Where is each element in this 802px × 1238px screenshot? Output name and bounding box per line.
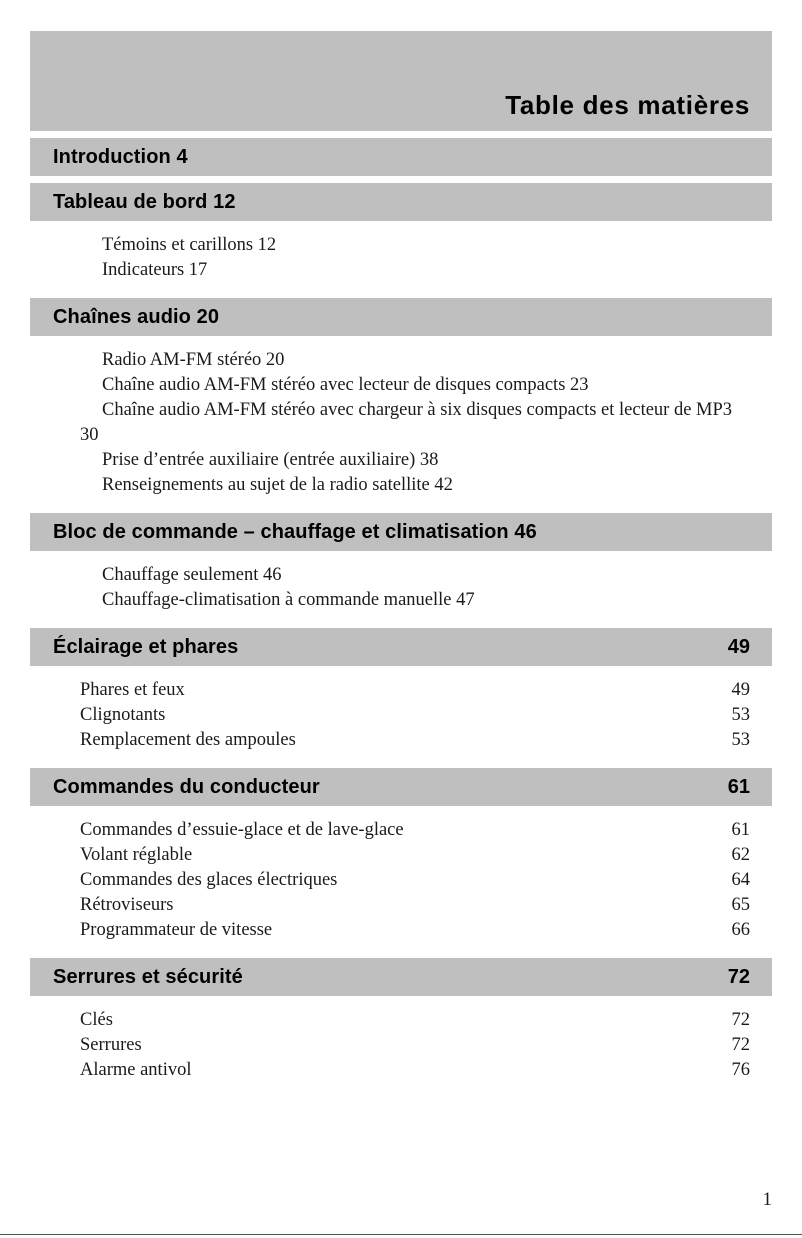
section-entry-list	[30, 551, 772, 621]
toc-entry[interactable]	[30, 868, 772, 893]
toc-entry-label: Renseignements au sujet de la radio satellite 42	[102, 475, 453, 495]
section-heading[interactable]	[30, 513, 772, 551]
toc-entry[interactable]	[30, 1008, 772, 1033]
toc-entry-label: Volant réglable	[80, 845, 193, 865]
toc-entry[interactable]	[30, 678, 772, 703]
section-heading-label: Bloc de commande – chauffage et climatisation 46	[53, 521, 537, 543]
toc-entry-label: Chaîne audio AM-FM stéréo avec chargeur à six disques compacts et lecteur de MP3 30	[80, 400, 733, 445]
footer-page-number: 1	[762, 1189, 772, 1210]
section-heading[interactable]	[30, 958, 772, 996]
toc-entry[interactable]	[30, 373, 772, 398]
toc-entry[interactable]	[30, 843, 772, 868]
section-entry-list	[30, 806, 772, 951]
toc-entry-label: Prise d’entrée auxiliaire (entrée auxiliaire) 38	[102, 450, 439, 470]
toc-entry[interactable]	[30, 563, 772, 588]
toc-entry-label: Alarme antivol	[80, 1060, 192, 1080]
section-entry-list	[30, 336, 772, 506]
toc-entry-label: Chauffage seulement 46	[102, 565, 282, 585]
toc-entry-label: Rétroviseurs	[80, 895, 174, 915]
toc-entry[interactable]	[30, 258, 772, 283]
toc-entry-label: Programmateur de vitesse	[80, 920, 273, 940]
toc-entry-page-number: 61	[731, 820, 750, 840]
toc-entry-label: Remplacement des ampoules	[80, 730, 296, 750]
toc-entry-page-number: 49	[731, 680, 750, 700]
toc-entry-label: Clés	[80, 1010, 113, 1030]
section-heading-label: Serrures et sécurité	[53, 966, 243, 988]
toc-sections	[30, 138, 772, 1091]
section-heading-label: Commandes du conducteur	[53, 776, 320, 798]
section-heading[interactable]	[30, 768, 772, 806]
toc-entry-page-number: 72	[731, 1035, 750, 1055]
section-entry-list	[30, 666, 772, 761]
section-heading-label: Tableau de bord 12	[53, 191, 236, 213]
toc-entry-label: Chauffage-climatisation à commande manuelle 47	[102, 590, 475, 610]
section-heading-label: Chaînes audio 20	[53, 306, 220, 328]
toc-entry-label: Commandes des glaces électriques	[80, 870, 338, 890]
section-heading[interactable]	[30, 183, 772, 221]
toc-entry-label: Serrures	[80, 1035, 142, 1055]
section-entry-list	[30, 221, 772, 291]
section-heading-page-number: 61	[727, 776, 750, 798]
toc-entry-page-number: 76	[731, 1060, 750, 1080]
toc-entry-page-number: 62	[731, 845, 750, 865]
toc-entry-label: Radio AM-FM stéréo 20	[102, 350, 285, 370]
toc-entry-label: Indicateurs 17	[102, 260, 208, 280]
toc-entry-label: Chaîne audio AM-FM stéréo avec lecteur de disques compacts 23	[102, 375, 589, 395]
section-entry-list	[30, 996, 772, 1091]
section-heading[interactable]	[30, 298, 772, 336]
footer-rule	[0, 1234, 802, 1235]
section-heading-label: Introduction 4	[53, 146, 188, 168]
toc-entry-page-number: 66	[731, 920, 750, 940]
section-heading[interactable]	[30, 628, 772, 666]
toc-entry-page-number: 64	[731, 870, 750, 890]
section-heading-label: Éclairage et phares	[53, 636, 239, 658]
toc-entry-page-number: 53	[731, 730, 750, 750]
toc-entry[interactable]	[30, 448, 772, 473]
toc-entry-page-number: 65	[731, 895, 750, 915]
toc-entry[interactable]	[30, 918, 772, 943]
toc-entry[interactable]	[30, 728, 772, 753]
page-title-banner	[30, 31, 772, 131]
toc-entry[interactable]	[30, 348, 772, 373]
toc-entry-label: Témoins et carillons 12	[102, 235, 277, 255]
toc-entry[interactable]	[30, 1033, 772, 1058]
toc-entry[interactable]	[30, 818, 772, 843]
toc-entry[interactable]	[30, 588, 772, 613]
toc-entry[interactable]	[30, 398, 772, 448]
toc-entry-label: Commandes d’essuie-glace et de lave-glace	[80, 820, 404, 840]
content-column	[30, 31, 772, 1091]
toc-entry[interactable]	[30, 1058, 772, 1083]
toc-entry[interactable]	[30, 473, 772, 498]
toc-entry-page-number: 53	[731, 705, 750, 725]
section-heading[interactable]	[30, 138, 772, 176]
toc-entry-label: Clignotants	[80, 705, 166, 725]
toc-entry-label: Phares et feux	[80, 680, 185, 700]
toc-entry[interactable]	[30, 893, 772, 918]
section-heading-page-number: 49	[727, 636, 750, 658]
toc-entry[interactable]	[30, 233, 772, 258]
page-title: Table des matières	[505, 90, 750, 120]
toc-entry-page-number: 72	[731, 1010, 750, 1030]
section-heading-page-number: 72	[727, 966, 750, 988]
toc-entry[interactable]	[30, 703, 772, 728]
